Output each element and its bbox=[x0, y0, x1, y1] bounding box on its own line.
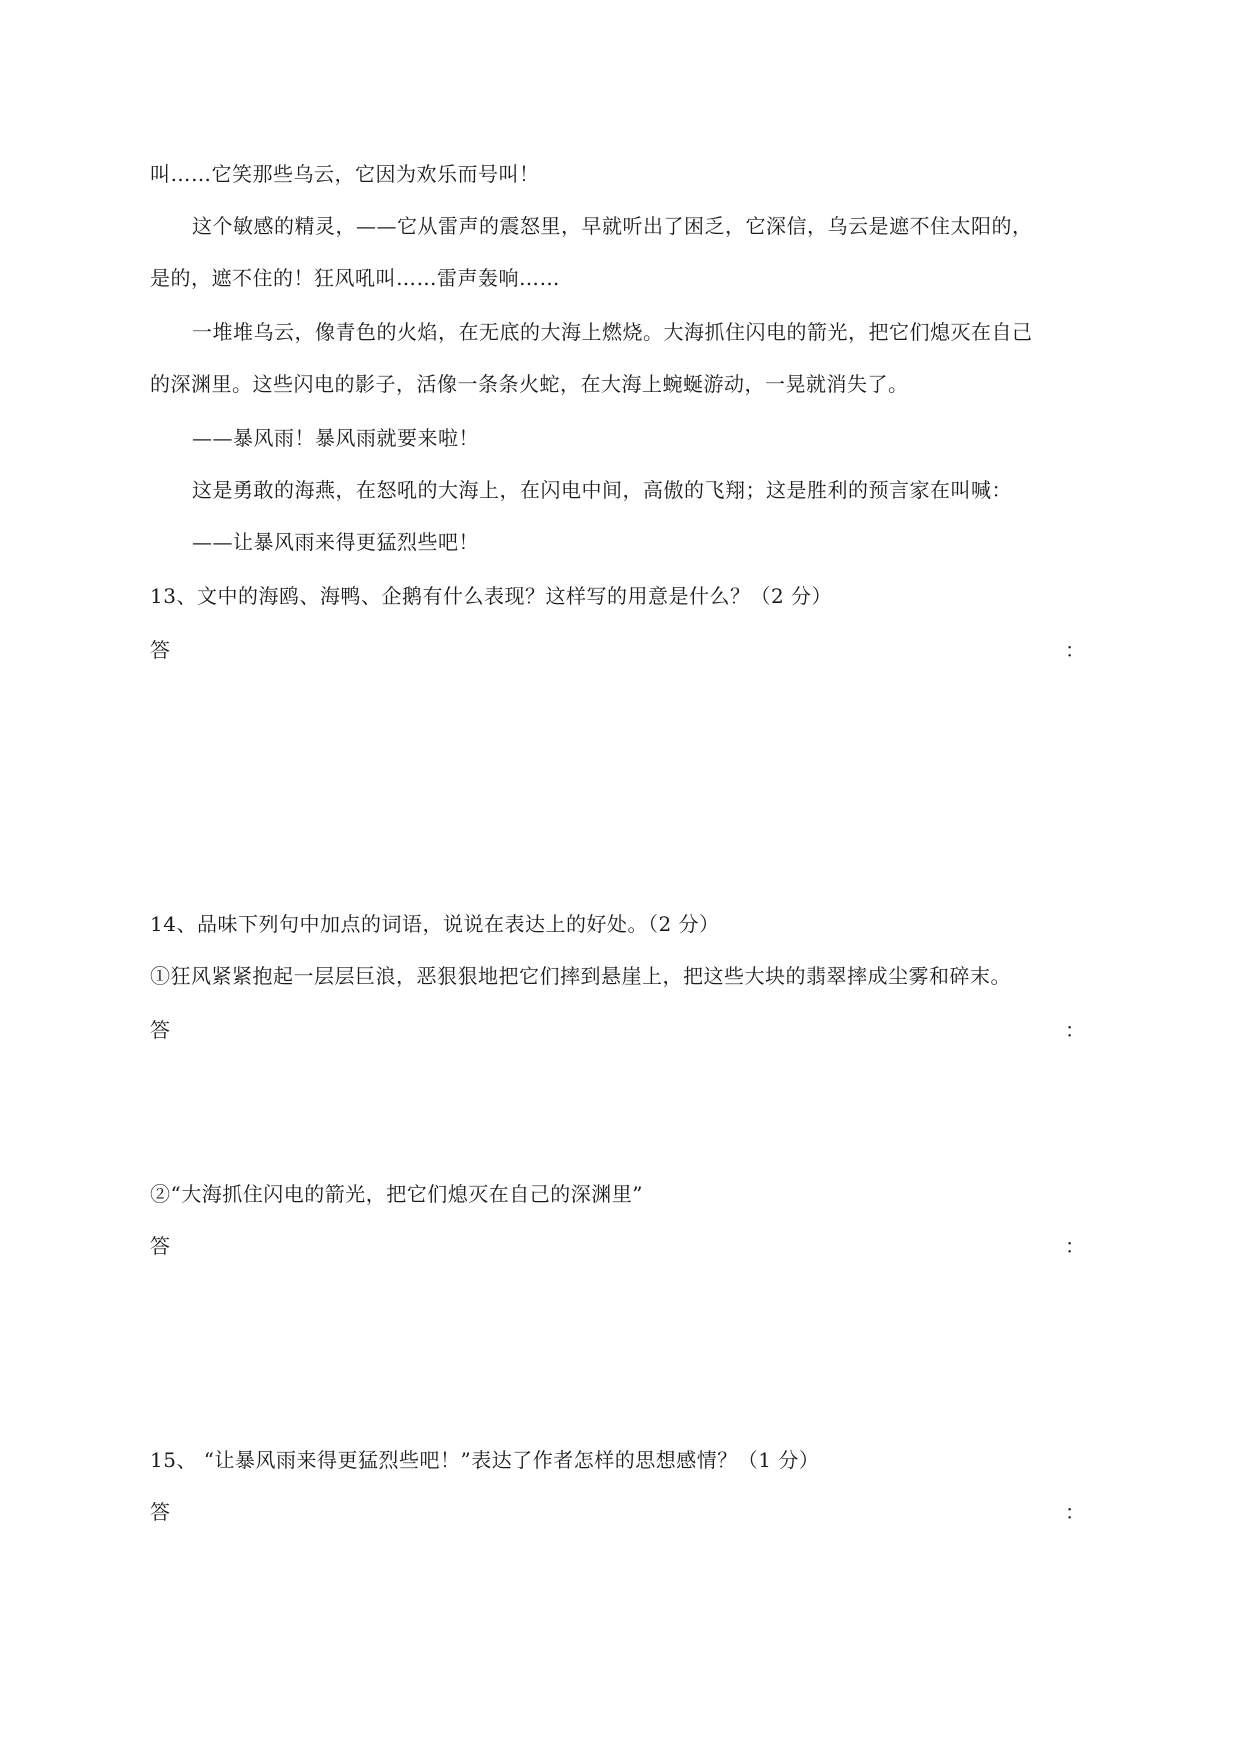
answer-13 bbox=[150, 636, 1085, 664]
question-15: 15、 “让暴风雨来得更猛烈些吧！”表达了作者怎样的思想感情？（1 分） bbox=[150, 1448, 820, 1472]
answer-colon: ： bbox=[1065, 1018, 1085, 1042]
answer-14-2 bbox=[150, 1232, 1085, 1260]
passage-line-4: 一堆堆乌云，像青色的火焰，在无底的大海上燃烧。大海抓住闪电的箭光，把它们熄灭在自己 bbox=[192, 320, 1033, 344]
passage-line-1: 叫……它笑那些乌云，它因为欢乐而号叫！ bbox=[150, 162, 540, 186]
answer-14-1 bbox=[150, 1016, 1085, 1044]
answer-label: 答 bbox=[150, 1018, 170, 1042]
answer-colon: ： bbox=[1065, 1234, 1085, 1258]
passage-line-5: 的深渊里。这些闪电的影子，活像一条条火蛇，在大海上蜿蜒游动，一晃就消失了。 bbox=[150, 372, 909, 396]
answer-label: 答 bbox=[150, 638, 170, 662]
answer-colon: ： bbox=[1065, 1500, 1085, 1524]
passage-line-7: 这是勇敢的海燕，在怒吼的大海上，在闪电中间，高傲的飞翔；这是胜利的预言家在叫喊： bbox=[192, 478, 1012, 502]
answer-label: 答 bbox=[150, 1500, 170, 1524]
passage-line-2: 这个敏感的精灵，——它从雷声的震怒里，早就听出了困乏，它深信，乌云是遮不住太阳的， bbox=[192, 214, 1033, 238]
passage-line-6: ——暴风雨！暴风雨就要来啦！ bbox=[192, 426, 479, 450]
passage-line-8: ——让暴风雨来得更猛烈些吧！ bbox=[192, 530, 479, 554]
question-14-item-2: ②“大海抓住闪电的箭光，把它们熄灭在自己的深渊里” bbox=[150, 1182, 643, 1206]
question-13: 13、文中的海鸥、海鸭、企鹅有什么表现？这样写的用意是什么？（2 分） bbox=[150, 584, 833, 608]
answer-label: 答 bbox=[150, 1234, 170, 1258]
question-14: 14、品味下列句中加点的词语，说说在表达上的好处。（2 分） bbox=[150, 912, 720, 936]
answer-colon: ： bbox=[1065, 638, 1085, 662]
question-14-item-1: ①狂风紧紧抱起一层层巨浪，恶狠狠地把它们摔到悬崖上，把这些大块的翡翠摔成尘雾和碎末。 bbox=[150, 964, 1011, 988]
passage-line-3: 是的，遮不住的！狂风吼叫……雷声轰响…… bbox=[150, 266, 560, 290]
answer-15 bbox=[150, 1498, 1085, 1526]
